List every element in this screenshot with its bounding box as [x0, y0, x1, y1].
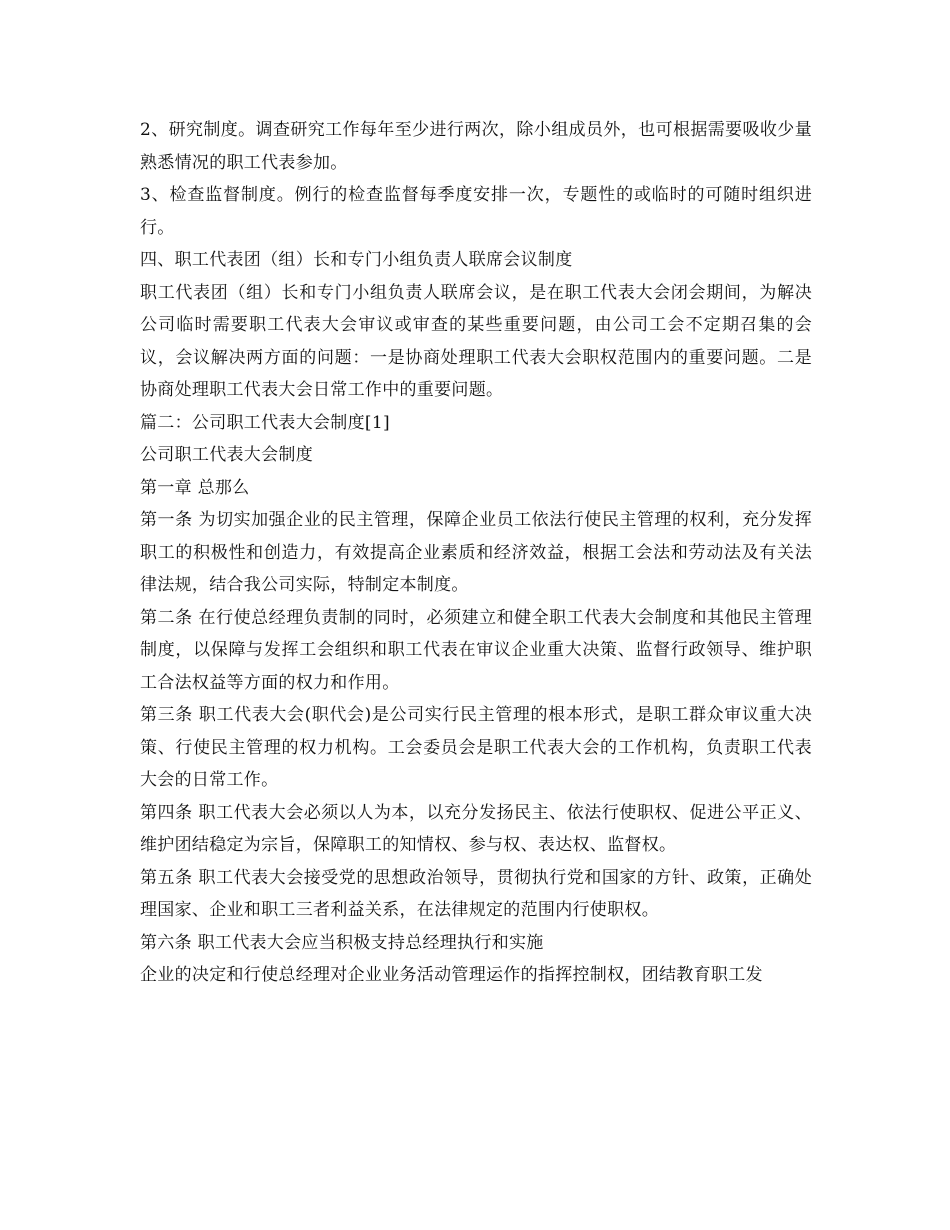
article-6: 第六条 职工代表大会应当积极支持总经理执行和实施	[140, 932, 544, 953]
document-body	[140, 114, 812, 992]
section-heading-joint-meeting: 四、职工代表团（组）长和专门小组负责人联席会议制度	[140, 250, 573, 270]
part-heading-2: 篇二：公司职工代表大会制度[1]	[140, 412, 390, 433]
article-4: 第四条 职工代表大会必须以人为本，以充分发扬民主、依法行使职权、促进公平正义、维护团结稳定为宗旨，保障职工的知情权、参与权、表达权、监督权。	[140, 802, 812, 855]
paragraph-joint-meeting: 职工代表团（组）长和专门小组负责人联席会议，是在职工代表大会闭会期间，为解决公司临时需要职工代表大会审议或审查的某些重要问题，由公司工会不定期召集的会议，会议解决两方面的问题：一是协商处理职工代表大会职权范围内的重要问题。二是协商处理职工代表大会日常工作中的重要问题。	[140, 282, 812, 400]
article-2: 第二条 在行使总经理负责制的同时，必须建立和健全职工代表大会制度和其他民主管理制度，以保障与发挥工会组织和职工代表在审议企业重大决策、监督行政领导、维护职工合法权益等方面的权力和作用。	[140, 607, 812, 693]
paragraph-inspection-system: 3、检查监督制度。例行的检查监督每季度安排一次，专题性的或临时的可随时组织进行。	[140, 185, 812, 238]
chapter-heading-1: 第一章 总那么	[140, 477, 250, 498]
article-1: 第一条 为切实加强企业的民主管理，保障企业员工依法行使民主管理的权利，充分发挥职工的积极性和创造力，有效提高企业素质和经济效益，根据工会法和劳动法及有关法律法规，结合我公司实际，特制定本制度。	[140, 510, 812, 595]
article-3: 第三条 职工代表大会(职代会)是公司实行民主管理的根本形式，是职工群众审议重大决策、行使民主管理的权力机构。工会委员会是职工代表大会的工作机构，负责职工代表大会的日常工作。	[140, 705, 812, 790]
article-6-continued: 企业的决定和行使总经理对企业业务活动管理运作的指挥控制权，团结教育职工发	[140, 965, 763, 985]
article-5: 第五条 职工代表大会接受党的思想政治领导，贯彻执行党和国家的方针、政策，正确处理国家、企业和职工三者利益关系，在法律规定的范围内行使职权。	[140, 867, 812, 920]
paragraph-research-system: 2、研究制度。调查研究工作每年至少进行两次，除小组成员外，也可根据需要吸收少量熟悉情况的职工代表参加。	[140, 120, 812, 173]
document-title: 公司职工代表大会制度	[140, 445, 313, 465]
